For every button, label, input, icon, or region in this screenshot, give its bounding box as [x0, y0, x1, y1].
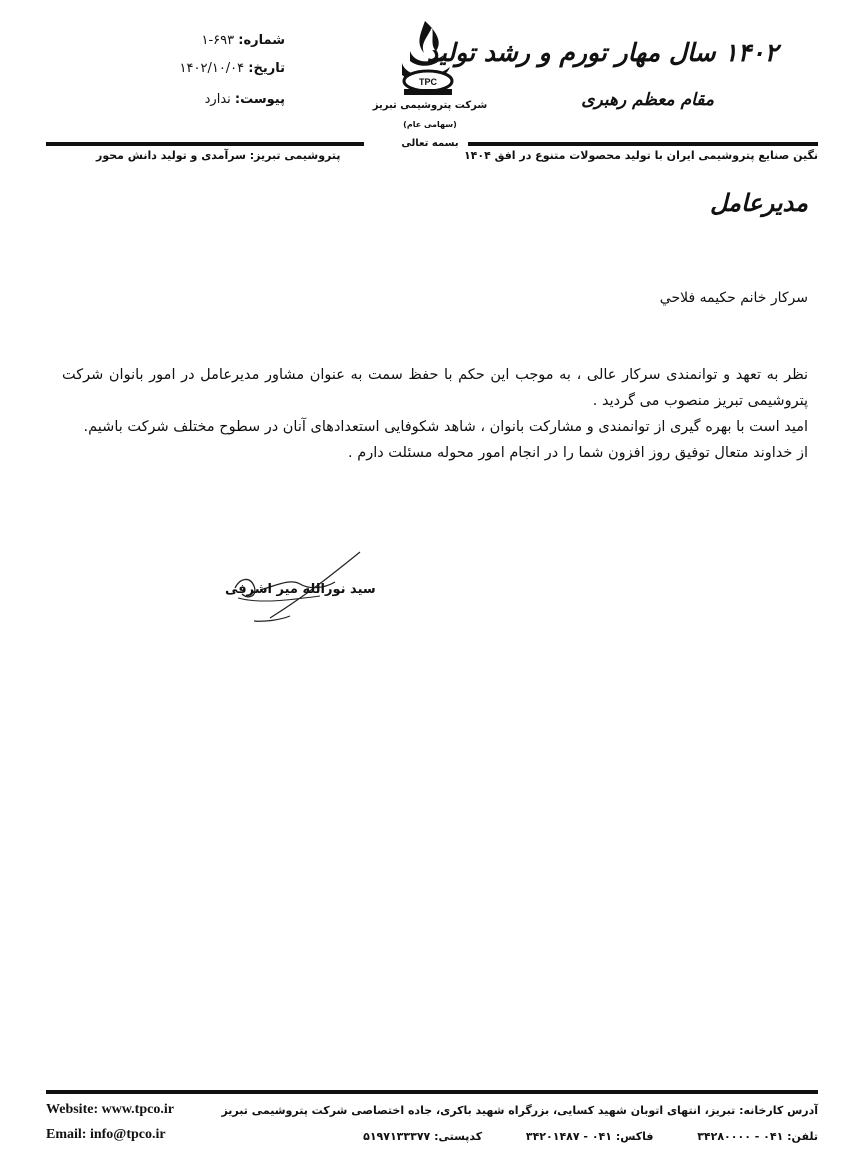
signer-name: سید نورالله میر اشرفی: [225, 582, 376, 597]
letter-date-value: ۱۴۰۲/۱۰/۰۴: [179, 61, 245, 76]
letter-date-label: تاریخ:: [248, 61, 285, 76]
letter-date: [150, 61, 285, 76]
footer-contacts: [363, 1130, 818, 1143]
tagline-right: نگین صنایع پتروشیمی ایران با تولید محصولات متنوع در افق ۱۴۰۴: [463, 149, 818, 162]
body-paragraph-1: نظر به تعهد و توانمندی سرکار عالی ، به موجب این حکم با حفظ سمت به عنوان مشاور مدیرعامل در امور بانوان شرکت پتروشیمی تبریز منصوب می گردید .: [62, 367, 808, 409]
header-bar-right: [468, 142, 818, 146]
phone-value: ۰۴۱ - ۳۴۲۸۰۰۰۰: [697, 1130, 784, 1143]
letter-attachment-label: پیوست:: [234, 92, 285, 107]
fax-label: فاکس:: [615, 1130, 654, 1143]
recipient: سرکار خانم حکیمه فلاحي: [659, 290, 808, 306]
email-link[interactable]: info@tpco.ir: [89, 1127, 166, 1142]
letter-attachment-value: ندارد: [204, 92, 231, 107]
postal-label: کدپستی:: [434, 1130, 483, 1143]
email-label: Email:: [46, 1127, 87, 1142]
body-paragraph-3: از خداوند متعال توفیق روز افزون شما را در انجام امور محوله مسئلت دارم .: [348, 445, 808, 461]
address-label: آدرس کارخانه:: [739, 1104, 818, 1117]
company-type: (سهامی عام): [403, 120, 457, 129]
website-label: Website:: [46, 1102, 99, 1117]
ceo-title: مدیرعامل: [709, 188, 808, 217]
letter-body: [62, 362, 808, 466]
slogan-attribution: مقام معظم رهبری: [581, 90, 714, 110]
website-link[interactable]: www.tpco.ir: [101, 1102, 174, 1117]
footer-bar: [46, 1090, 818, 1094]
fax-value: ۰۴۱ - ۳۴۲۰۱۴۸۷: [525, 1130, 612, 1143]
letter-number: [150, 33, 285, 48]
tagline-left: پتروشیمی تبریز: سرآمدی و تولید دانش محور: [96, 149, 341, 162]
address-value: تبریز، انتهای اتوبان شهید کسایی، بزرگراه شهید باکری، جاده اختصاصی شرکت پتروشیمی تبریز: [221, 1104, 736, 1117]
letter-number-value: ۶۹۳-۱: [201, 33, 235, 48]
logo-text: TPC: [419, 77, 437, 87]
basmala: بسمه تعالی: [401, 138, 459, 149]
header-bar-left: [46, 142, 364, 146]
footer-website: [46, 1102, 174, 1118]
postal-value: ۵۱۹۷۱۳۳۳۷۷: [363, 1130, 431, 1143]
body-paragraph-2: امید است با بهره گیری از توانمندی و مشارکت بانوان ، شاهد شکوفایی استعدادهای آنان در سطوح مختلف شرکت باشیم.: [83, 419, 808, 435]
company-name: شرکت پتروشیمی تبریز: [372, 100, 488, 111]
footer-email: [46, 1127, 166, 1143]
letter-number-label: شماره:: [238, 33, 285, 48]
letter-attachment: [150, 86, 285, 107]
year-slogan: ۱۴۰۲ سال مهار تورم و رشد تولید: [426, 38, 778, 67]
phone-label: تلفن:: [787, 1130, 818, 1143]
footer-address: [221, 1104, 818, 1117]
